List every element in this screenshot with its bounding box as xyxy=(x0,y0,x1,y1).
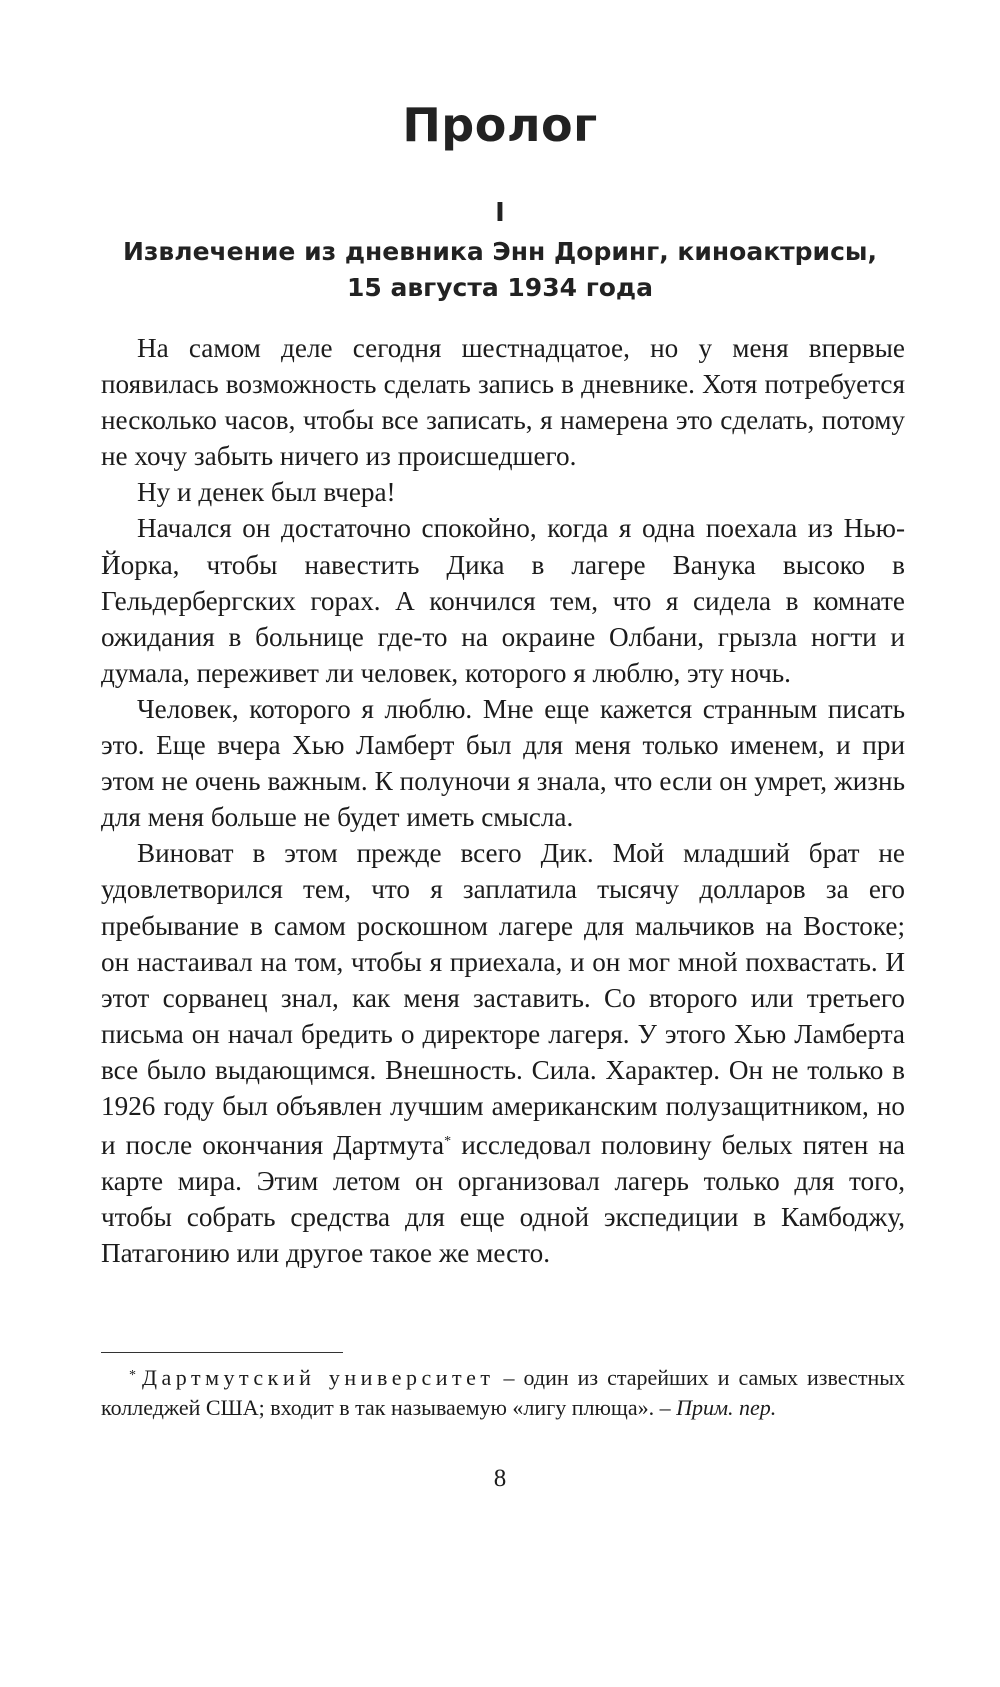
paragraph: Ну и денек был вчера! xyxy=(137,477,396,508)
section-heading-line1: Извлечение из дневника Энн Доринг, киноактрисы, xyxy=(122,237,877,266)
body-text xyxy=(101,330,905,1271)
footnote-text xyxy=(101,1361,905,1423)
footnote-reference[interactable]: * xyxy=(444,1134,452,1150)
paragraph: Начался он достаточно спокойно, когда я одна поехала из Нью-Йорка, чтобы навестить Дика в лагере Ванука высоко в Гельдербергских горах. А кончился тем, что я сидела в комнате ожидания в больнице где-то на окраине Олбани, грызла ногти и думала, переживет ли человек, которого я люблю, эту ночь. xyxy=(101,513,905,688)
section-heading xyxy=(100,234,900,306)
paragraph-text: Виноват в этом прежде всего Дик. Мой младший брат не удовлетворился тем, что я заплатила тысячу долларов за его пребывание в самом роскошном лагере для мальчиков на Востоке; он настаивал на том, чтобы я приехала, и он мог мной похвастать. И этот сорванец знал, как меня заставить. Со второго или третьего письма он начал бредить о директоре лагеря. У этого Хью Ламберта все было выдающимся. Внешность. Сила. Характер. Он не только в 1926 году был объявлен лучшим американским полузащитником, но и после окончания Дартмута xyxy=(101,838,905,1161)
footnote xyxy=(101,1361,905,1423)
footnote-divider xyxy=(101,1352,343,1353)
paragraph-last xyxy=(101,835,905,1271)
paragraph: На самом деле сегодня шестнадцатое, но у меня впервые появилась возможность сделать запись в дневнике. Хотя потребуется несколько часов, чтобы все записать, я намерена это сделать, потому не хочу забыть ничего из происшедшего. xyxy=(101,333,905,472)
footnote-body: – один из старейших и самых известных колледжей США; входит в так называемую «лигу плюща». – xyxy=(101,1365,905,1420)
chapter-title: Пролог xyxy=(402,98,598,152)
paragraph: Человек, которого я люблю. Мне еще кажется странным писать это. Еще вчера Хью Ламберт был для меня только именем, и при этом не очень важным. К полуночи я знала, что если он умрет, жизнь для меня больше не будет иметь смысла. xyxy=(101,693,905,833)
section-heading-line2: 15 августа 1934 года xyxy=(346,273,653,302)
section-numeral: I xyxy=(495,198,505,228)
footnote-marker: * xyxy=(129,1368,136,1383)
translator-note: Прим. пер. xyxy=(676,1395,777,1420)
paragraph-text: исследовал половину белых пятен на карте мира. Этим летом он организовал лагерь только для того, чтобы собрать средства для еще одной экспедиции в Камбоджу, Патагонию или другое такое же место. xyxy=(101,1130,905,1269)
page-number: 8 xyxy=(493,1465,507,1492)
footnote-term: Дартмутский университет xyxy=(142,1365,495,1390)
